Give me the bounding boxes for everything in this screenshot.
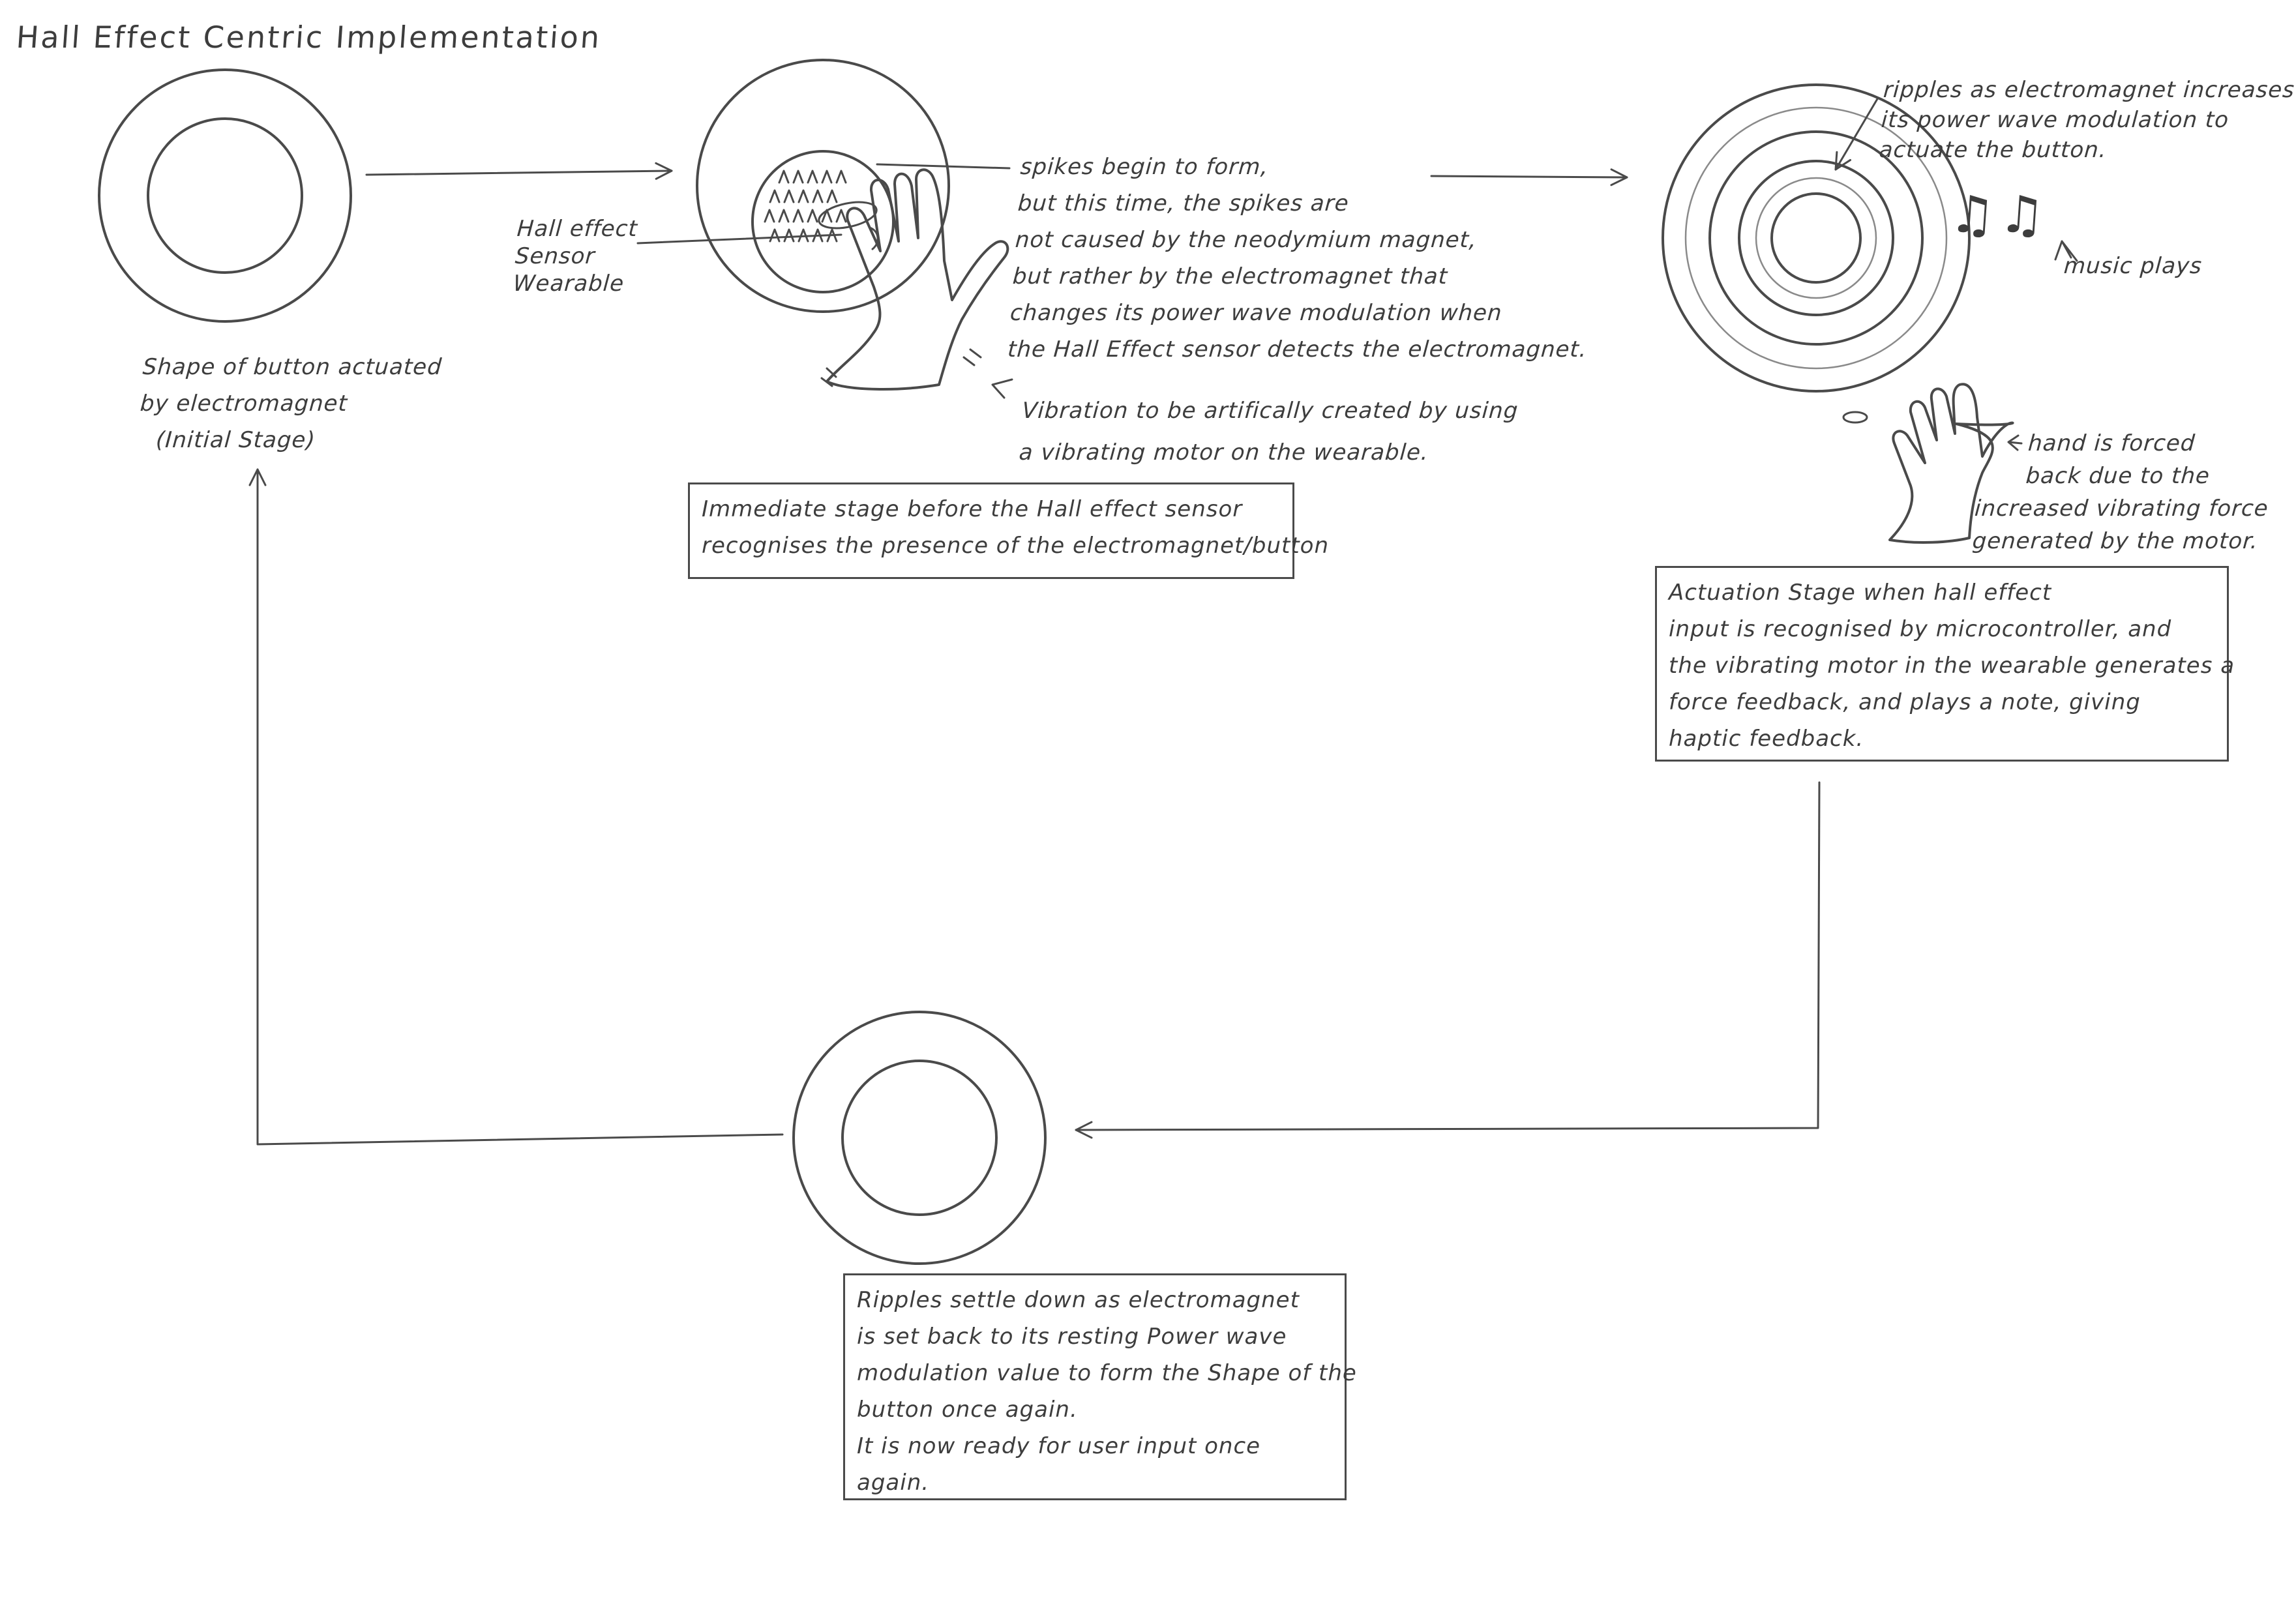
stage4-description-box — [843, 1273, 1357, 1500]
hand-note-line: increased vibrating force — [1973, 496, 2270, 522]
sensor-label-line: Wearable — [512, 271, 625, 297]
stage3-box-line: force feedback, and plays a note, giving — [1669, 689, 2141, 715]
stage1-label-line: Shape of button actuated — [142, 354, 443, 380]
ripple-ring-5 — [1756, 178, 1876, 298]
spike-mark — [784, 230, 794, 241]
spikes-note-line: spikes begin to form, — [1019, 154, 1270, 180]
arrow-stage1-to-stage2 — [366, 171, 672, 175]
spikes-note-line: but this time, the spikes are — [1017, 190, 1350, 216]
spike-mark — [822, 171, 831, 183]
spike-mark — [779, 171, 788, 183]
spike-mark — [837, 171, 846, 183]
spikes-note — [1006, 149, 1601, 368]
stage2-box-line: Immediate stage before the Hall effect sensor — [702, 496, 1243, 522]
stage1-inner-ring — [148, 119, 302, 273]
stage3-box-line: Actuation Stage when hall effect — [1669, 580, 2052, 606]
spikes-pattern — [765, 171, 846, 241]
vibration-note — [1018, 390, 1520, 473]
spike-mark — [799, 190, 808, 202]
diagram-title: Hall Effect Centric Implementation — [15, 20, 603, 55]
ripple-ring-6 — [1772, 194, 1860, 282]
stage4-box-line: is set back to its resting Power wave — [857, 1324, 1287, 1350]
music-label: music plays — [2063, 253, 2203, 279]
spike-mark — [770, 190, 779, 202]
stage2-description-box — [688, 482, 1330, 579]
spikes-note-line: but rather by the electromagnet that — [1011, 263, 1449, 289]
stage4-box-line: again. — [857, 1470, 930, 1496]
leader-spikes — [877, 164, 1009, 168]
spike-mark — [808, 210, 817, 222]
sensor-label-line: Hall effect — [516, 216, 639, 242]
ripples-note-line: ripples as electromagnet increases — [1882, 77, 2296, 103]
ripples-note-line: actuate the button. — [1878, 137, 2108, 163]
stage1-label-line: (Initial Stage) — [155, 427, 317, 453]
spike-mark — [794, 210, 803, 222]
arrow-stage3-to-stage4 — [1076, 782, 1819, 1130]
stage1-button — [99, 70, 351, 321]
hand-note-line: back due to the — [2025, 463, 2211, 489]
hand-note — [1971, 427, 2274, 557]
ripples-note-line: its power wave modulation to — [1880, 107, 2230, 133]
ripples-note — [1878, 75, 2295, 165]
stage4-inner-ring — [842, 1061, 996, 1215]
stage3-description-box — [1655, 566, 2235, 762]
stage4-outer-ring — [794, 1012, 1045, 1264]
spikes-note-line: the Hall Effect sensor detects the electromagnet. — [1006, 336, 1588, 363]
stage4-box-line: button once again. — [857, 1397, 1078, 1423]
stage1-label-line: by electromagnet — [139, 391, 349, 417]
spike-mark — [837, 210, 846, 222]
vibration-note-line: Vibration to be artifically created by using — [1021, 398, 1519, 424]
stage4-box-line: modulation value to form the Shape of the — [857, 1360, 1357, 1386]
ripple-ring-4 — [1739, 161, 1893, 315]
spikes-note-line: changes its power wave modulation when — [1009, 300, 1503, 326]
stage1-label — [136, 349, 443, 458]
stage3-box-line: haptic feedback. — [1669, 726, 1864, 752]
stage2-box-line: recognises the presence of the electromagnet/button — [702, 533, 1330, 559]
sensor-label-line: Sensor — [514, 243, 596, 269]
spike-mark — [784, 190, 794, 202]
stage1-outer-ring — [99, 70, 351, 321]
sensor-label — [513, 215, 639, 297]
stage4-box-line: Ripples settle down as electromagnet — [857, 1287, 1300, 1313]
spikes-note-line: not caused by the neodymium magnet, — [1014, 227, 1478, 253]
hand-note-line: hand is forced — [2027, 430, 2196, 456]
spike-mark — [765, 210, 774, 222]
stage4-box-line: It is now ready for user input once — [857, 1433, 1261, 1459]
leader-sensor — [638, 235, 841, 243]
spike-mark — [808, 171, 817, 183]
stage3-box-line: input is recognised by microcontroller, and — [1669, 616, 2172, 642]
spike-mark — [813, 190, 822, 202]
leader-vibration — [992, 379, 1012, 398]
pushed-sensor-ring — [1843, 412, 1867, 423]
vibration-mark-right — [964, 349, 981, 365]
stage4-button — [794, 1012, 1045, 1264]
stage3-box-line: the vibrating motor in the wearable generates a — [1669, 653, 2235, 679]
stage2-button — [697, 60, 1007, 389]
spike-mark — [779, 210, 788, 222]
vibration-note-line: a vibrating motor on the wearable. — [1018, 439, 1430, 466]
music-note-icon: ♫♫ — [1947, 186, 2051, 245]
hand-note-line: generated by the motor. — [1971, 528, 2259, 554]
spike-mark — [794, 171, 803, 183]
spike-mark — [770, 230, 779, 241]
spike-mark — [827, 190, 837, 202]
